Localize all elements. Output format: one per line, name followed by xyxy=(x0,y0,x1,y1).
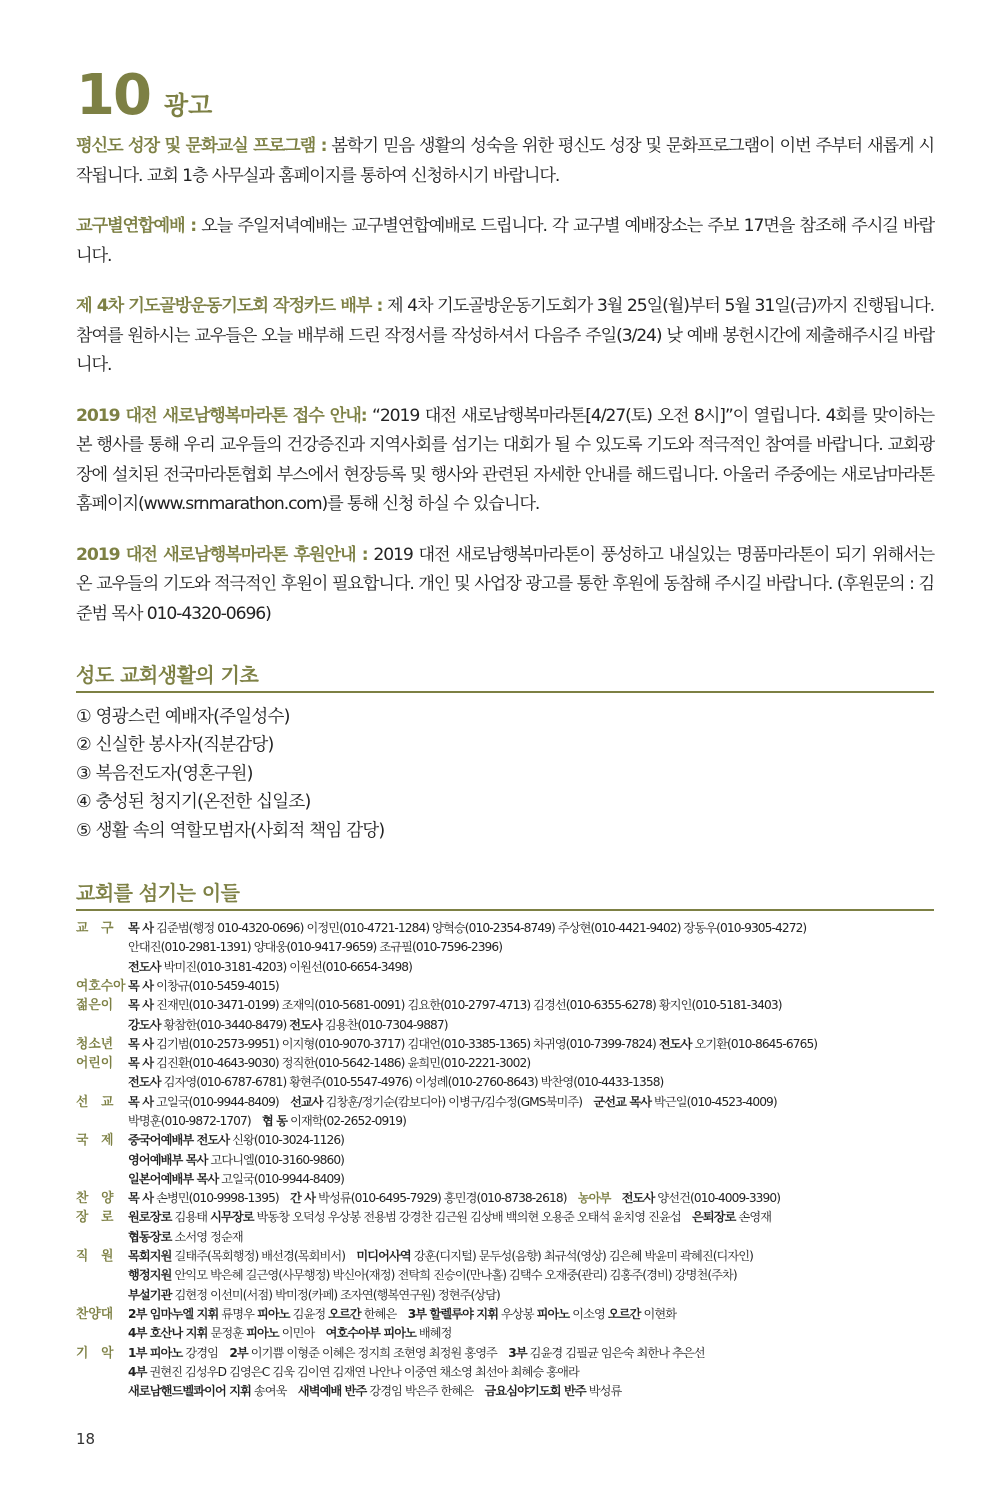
staff-line xyxy=(128,1131,934,1150)
basics-item: ① 영광스런 예배자(주일성수) xyxy=(76,707,290,727)
staff-group-label: 여호수아 xyxy=(76,978,126,994)
staff-line xyxy=(128,1382,934,1401)
staff-names: 손영재 xyxy=(735,1210,772,1225)
staff-names xyxy=(610,1191,621,1205)
staff-group xyxy=(76,1035,934,1054)
staff-names: 박근일(010-4523-4009) xyxy=(651,1094,777,1109)
staff-role: 전도사 xyxy=(621,1191,655,1206)
notice-body: 제 4차 기도골방운동기도회가 3월 25일(월)부터 5월 31일(금)까지 진행됩니다. 참여를 원하시는 교우들은 오늘 배부해 드린 작정서를 작성하셔서 다음주 주일(3/24) 낮 예배 봉헌시간에 제출해주시길 바랍니다. xyxy=(76,296,934,375)
staff-role: 금요심야기도회 반주 xyxy=(484,1384,586,1399)
staff-group-label: 어린이 xyxy=(76,1056,114,1072)
notice-title: 2019 대전 새로남행복마라톤 접수 안내: xyxy=(76,405,367,426)
staff-names: 안대진(010-2981-1391) 양대웅(010-9417-9659) 조규필(010-7596-2396) xyxy=(128,940,503,955)
staff-role: 여호수아부 피아노 xyxy=(325,1326,416,1341)
staff-group xyxy=(76,1093,934,1132)
staff-role: 전도사 xyxy=(128,1075,161,1090)
staff-line xyxy=(128,1208,934,1227)
staff-group-label: 교 구 xyxy=(76,921,114,937)
staff-role: 군선교 목사 xyxy=(593,1094,652,1109)
staff-role: 목 사 xyxy=(128,978,154,993)
staff-line xyxy=(128,1324,934,1343)
notice-body: 2019 대전 새로남행복마라톤이 풍성하고 내실있는 명품마라톤이 되기 위해서는 온 교우들의 기도와 적극적인 후원이 필요합니다. 개인 및 사업장 광고를 통한 후원에 동참해 주시길 바랍니다. (후원문의 : 김준범 목사 010-4320-0696) xyxy=(76,544,934,624)
staff-role: 강도사 xyxy=(128,1017,161,1032)
staff-role: 은퇴장로 xyxy=(692,1210,736,1225)
staff-names: 박성류 xyxy=(585,1384,622,1399)
notice-list xyxy=(76,132,934,629)
basics-list xyxy=(76,703,934,845)
staff-line xyxy=(128,1363,934,1382)
staff-line xyxy=(128,1016,934,1035)
staff-names: 손병민(010-9998-1395) xyxy=(153,1191,291,1206)
staff-names: 강경임 박은주 한혜은 xyxy=(366,1384,485,1399)
staff-names: 김현정 이선미(서점) 박미정(카페) 조자연(행복연구원) 정현주(상담) xyxy=(171,1287,500,1302)
notice-item xyxy=(76,292,934,381)
staff-line xyxy=(128,996,934,1015)
staff-group xyxy=(76,1054,934,1093)
notice-title: 제 4차 기도골방운동기도회 작정카드 배부 : xyxy=(76,296,383,316)
page-content xyxy=(76,63,935,1401)
staff-names: 고일국(010-9944-8409) xyxy=(153,1094,291,1109)
staff-role: 새로남핸드벨콰이어 지휘 xyxy=(128,1384,251,1399)
staff-group-label: 찬 양 xyxy=(76,1191,114,1207)
notice-item xyxy=(76,132,934,191)
staff-group-label: 기 악 xyxy=(76,1345,114,1361)
staff-names: 김창훈/정기순(캄보디아) 이병구/김수정(GMS북미주) xyxy=(322,1094,594,1109)
staff-names: 김자영(010-6787-6781) 황현주(010-5547-4976) 이성례(010-2760-8643) 박찬영(010-4433-1358) xyxy=(160,1075,664,1090)
notice-body: 오늘 주일저녁예배는 교구별연합예배로 드립니다. 각 교구별 예배장소는 주보 17면을 참조해 주시길 바랍니다. xyxy=(76,216,935,266)
staff-names: 오기환(010-8645-6765) xyxy=(691,1036,818,1051)
notice-title: 2019 대전 새로남행복마라톤 후원안내 : xyxy=(76,544,368,565)
staff-line xyxy=(128,1035,934,1054)
staff-group xyxy=(76,1247,934,1305)
staff-group xyxy=(76,1305,934,1344)
page-number: 18 xyxy=(76,1430,96,1448)
staff-names: 이기쁨 이형준 이혜은 정지희 조현영 최정원 홍영주 xyxy=(247,1345,509,1360)
staff-role: 전도사 xyxy=(658,1036,692,1051)
staff-line xyxy=(128,938,934,957)
staff-names: 이재학(02-2652-0919) xyxy=(287,1114,406,1128)
staff-group xyxy=(76,1208,934,1247)
staff-role: 목 사 xyxy=(128,1191,154,1206)
staff-names: 배혜정 xyxy=(415,1326,452,1341)
staff-names: 고일국(010-9944-8409) xyxy=(218,1171,345,1186)
staff-line xyxy=(128,1073,934,1092)
notice-item xyxy=(76,402,934,520)
staff-role: 1부 피아노 xyxy=(128,1345,183,1360)
staff-names: 양선건(010-4009-3390) xyxy=(654,1191,781,1206)
staff-names: 박동창 오덕성 우상봉 전용범 강경찬 김근원 김상배 백의현 오용준 오태석 윤치영 진윤섭 xyxy=(253,1210,692,1225)
section-title: 광고 xyxy=(163,91,213,120)
staff-line xyxy=(128,1266,934,1285)
staff-names: 신왕(010-3024-1126) xyxy=(229,1133,345,1148)
staff-role: 일본어예배부 목사 xyxy=(128,1171,219,1186)
staff-role: 4부 호산나 지휘 xyxy=(128,1326,208,1341)
staff-line xyxy=(128,1189,934,1208)
staff-names: 김윤정 xyxy=(289,1306,329,1321)
staff-role: 목 사 xyxy=(128,921,154,936)
basics-item: ② 신실한 봉사자(직분감당) xyxy=(76,735,274,756)
staff-names: 송여욱 xyxy=(250,1384,298,1399)
staff-names: 이소영 xyxy=(569,1306,608,1321)
staff-role: 목 사 xyxy=(128,1094,154,1109)
notice-item xyxy=(76,541,934,630)
notice-body: “2019 대전 새로남행복마라톤[4/27(토) 오전 8시]”이 열립니다. 4회를 맞이하는 본 행사를 통해 우리 교우들의 건강증진과 지역사회를 섬기는 대회가 될 수 있도록 기도와 적극적인 참여를 바랍니다. 교회광장에 설치된 전국마라톤협회 부스에서 현장등록 및 행사와 관련된 자세한 안내를 해드립니다. 아울러 주중에는 새로남마라톤홈페이지(www.srnmarathon.com)를 통해 신청 하실 수 있습니다. xyxy=(76,405,934,514)
staff-directory xyxy=(76,919,934,1401)
staff-names: 김용태 xyxy=(171,1210,211,1225)
staff-role: 오르간 xyxy=(328,1306,361,1321)
staff-role: 미디어사역 xyxy=(356,1249,411,1264)
staff-names: 권현진 김성우D 김영은C 김욱 김이연 김재연 나안나 이중연 채소영 최선아 최혜승 홍애라 xyxy=(146,1364,579,1379)
staff-names: 소서영 정순재 xyxy=(171,1229,243,1244)
section-number: 10 xyxy=(76,63,150,128)
staff-line xyxy=(128,1054,934,1073)
staff-line xyxy=(128,1093,934,1112)
staff-role: 원로장로 xyxy=(128,1210,172,1225)
staff-group-label: 찬양대 xyxy=(76,1306,114,1322)
staff-role: 목 사 xyxy=(128,1036,154,1051)
basics-heading: 성도 교회생활의 기초 xyxy=(76,659,934,693)
staff-line xyxy=(128,977,934,996)
basics-item: ③ 복음전도자(영혼구원) xyxy=(76,763,253,784)
staff-line xyxy=(128,1344,934,1363)
notice-title: 교구별연합예배 : xyxy=(76,216,197,236)
staff-names: 이창규(010-5459-4015) xyxy=(153,978,279,993)
staff-names: 이현화 xyxy=(640,1306,677,1321)
staff-role: 3부 할렐루야 지휘 xyxy=(407,1306,499,1321)
basics-item: ④ 충성된 청지기(온전한 십일조) xyxy=(76,792,311,813)
staff-role: 협동장로 xyxy=(128,1229,172,1244)
staff-line xyxy=(128,958,934,977)
staff-names: 류명우 xyxy=(218,1306,257,1321)
staff-group-label: 청소년 xyxy=(76,1036,114,1052)
staff-line xyxy=(128,1151,934,1170)
staff-names: 문정훈 xyxy=(207,1326,247,1341)
staff-names: 황참한(010-3440-8479) xyxy=(160,1017,290,1032)
staff-role: 중국어예배부 전도사 xyxy=(128,1133,230,1148)
staff-group xyxy=(76,1131,934,1189)
staff-names: 김준범(행정 010-4320-0696) 이정민(010-4721-1284) 양혁승(010-2354-8749) 주상현(010-4421-9402) 장동우(010-9305-4272) xyxy=(153,921,807,936)
staff-role: 2부 xyxy=(229,1345,248,1360)
staff-role: 피아노 xyxy=(536,1306,570,1321)
staff-role: 3부 xyxy=(508,1345,527,1360)
staff-names: 한혜은 xyxy=(360,1306,408,1321)
staff-role: 피아노 xyxy=(256,1306,290,1321)
staff-names: 강경임 xyxy=(182,1345,230,1360)
staff-names: 이민아 xyxy=(278,1326,326,1341)
staff-role: 피아노 xyxy=(246,1326,279,1341)
staff-role: 전도사 xyxy=(289,1017,322,1032)
staff-role: 간 사 xyxy=(290,1191,316,1206)
staff-group xyxy=(76,996,934,1035)
staff-role: 목 사 xyxy=(128,1056,154,1071)
staff-group-label: 국 제 xyxy=(76,1133,114,1149)
staff-line xyxy=(128,1305,934,1324)
staff-role: 목회지원 xyxy=(128,1249,172,1264)
staff-line xyxy=(128,1228,934,1247)
staff-heading: 교회를 섬기는 이들 xyxy=(76,877,934,911)
staff-line xyxy=(128,1247,934,1266)
staff-names: 강훈(디지털) 문두성(음향) 최규석(영상) 김은혜 박윤미 곽혜진(디자인) xyxy=(410,1249,754,1264)
staff-role: 4부 xyxy=(128,1364,147,1379)
staff-names: 김진환(010-4643-9030) 정직한(010-5642-1486) 윤희민(010-2221-3002) xyxy=(153,1056,531,1071)
staff-line xyxy=(128,919,934,938)
staff-group xyxy=(76,1344,934,1402)
staff-role: 목 사 xyxy=(128,998,154,1013)
staff-names: 우상봉 xyxy=(498,1306,537,1321)
staff-group-label: 장 로 xyxy=(76,1210,114,1226)
staff-role: 협 동 xyxy=(262,1114,288,1128)
staff-dept: 농아부 xyxy=(577,1191,611,1206)
staff-names: 박성류(010-6495-7929) 홍민경(010-8738-2618) xyxy=(315,1191,578,1206)
staff-line xyxy=(128,1170,934,1189)
staff-names: 박명훈(010-9872-1707) xyxy=(128,1114,263,1128)
staff-role: 2부 임마누엘 지휘 xyxy=(128,1306,219,1321)
staff-group-label: 젊은이 xyxy=(76,998,114,1014)
staff-role: 행정지원 xyxy=(128,1268,172,1283)
staff-names: 김윤경 김필균 임은숙 최한나 추은선 xyxy=(526,1345,705,1360)
staff-role: 시무장로 xyxy=(210,1210,254,1225)
staff-names: 박미진(010-3181-4203) 이원선(010-6654-3498) xyxy=(160,959,413,974)
staff-role: 새벽예배 반주 xyxy=(297,1384,367,1399)
staff-role: 영어예배부 목사 xyxy=(128,1152,208,1167)
staff-names: 진재민(010-3471-0199) 조재익(010-5681-0091) 김요한(010-2797-4713) 김경선(010-6355-6278) 황지인(010-5181-3403) xyxy=(153,998,782,1013)
staff-names: 고다니엘(010-3160-9860) xyxy=(207,1152,345,1167)
staff-role: 선교사 xyxy=(290,1094,323,1109)
basics-item: ⑤ 생활 속의 역할모범자(사회적 책임 감당) xyxy=(76,820,385,841)
notice-body: 봄학기 믿음 생활의 성숙을 위한 평신도 성장 및 문화프로그램이 이번 주부터 새롭게 시작됩니다. 교회 1층 사무실과 홈페이지를 통하여 신청하시기 바랍니다. xyxy=(76,136,934,186)
staff-line xyxy=(128,1112,934,1131)
staff-role: 부설기관 xyxy=(128,1287,172,1302)
notice-title: 평신도 성장 및 문화교실 프로그램 : xyxy=(76,136,327,156)
staff-names: 김기범(010-2573-9951) 이지형(010-9070-3717) 김대언(010-3385-1365) 차귀영(010-7399-7824) xyxy=(153,1036,659,1051)
section-header xyxy=(76,63,934,128)
staff-group-label: 선 교 xyxy=(76,1094,114,1110)
notice-item xyxy=(76,212,934,271)
staff-group xyxy=(76,977,934,996)
staff-names: 안익모 박은혜 길근영(사무행정) 박신아(재정) 전탁희 진승이(만나홀) 김택수 오재중(관리) 김홍주(경비) 강명천(주차) xyxy=(171,1268,737,1283)
staff-role: 오르간 xyxy=(607,1306,641,1321)
staff-role: 전도사 xyxy=(128,959,161,974)
staff-group xyxy=(76,1189,934,1208)
staff-group-label: 직 원 xyxy=(76,1249,114,1265)
staff-group xyxy=(76,919,934,977)
staff-names: 길태주(목회행정) 배선경(목회비서) xyxy=(171,1249,357,1264)
staff-line xyxy=(128,1286,934,1305)
staff-names: 김용찬(010-7304-9887) xyxy=(321,1017,448,1032)
